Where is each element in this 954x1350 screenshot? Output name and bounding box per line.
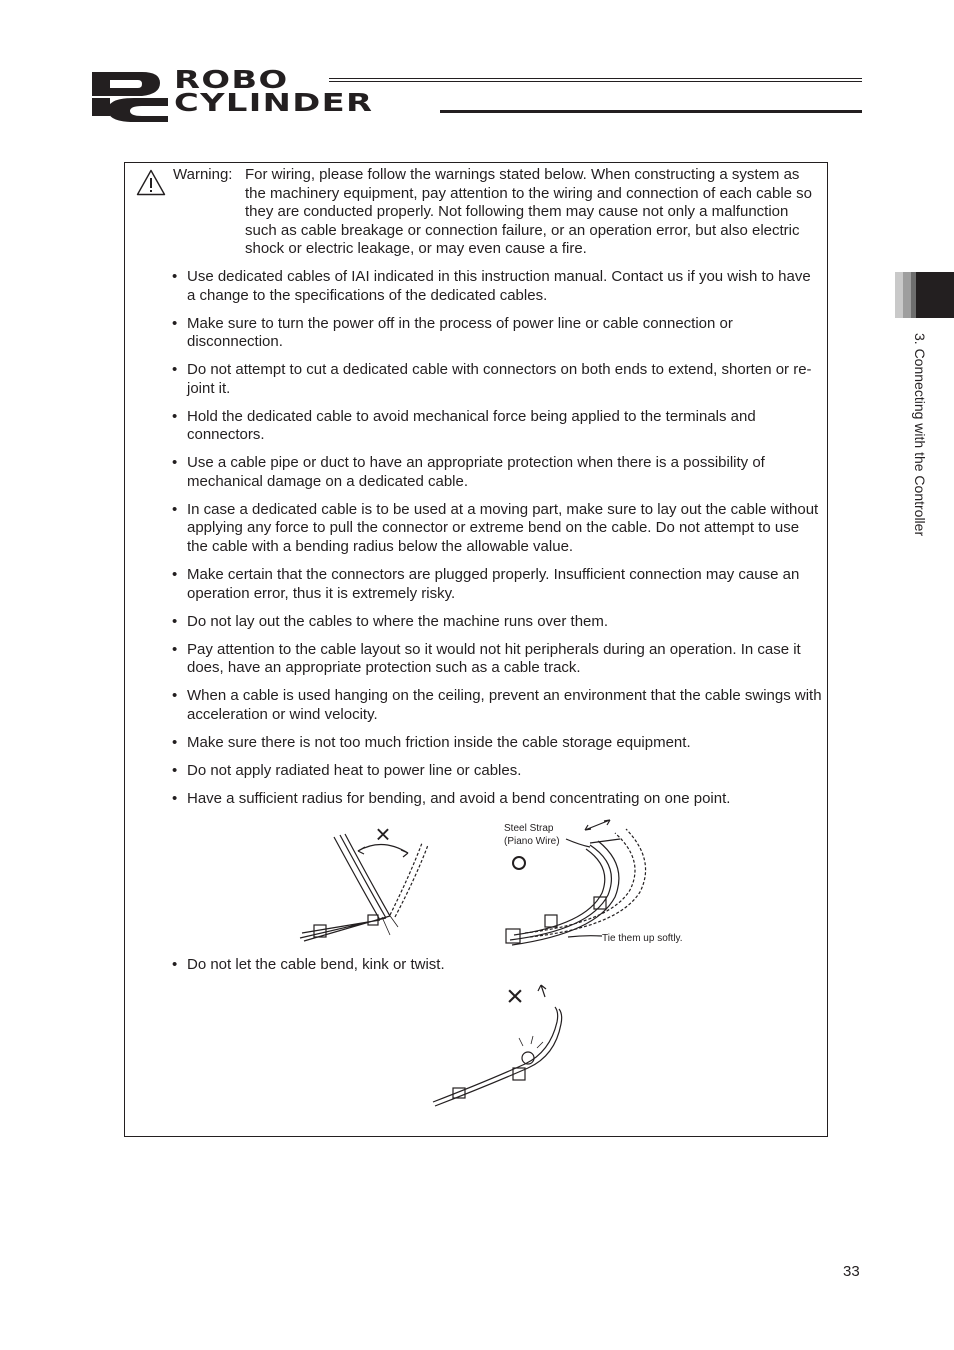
header-rule-top-second bbox=[329, 81, 862, 82]
warning-triangle-icon bbox=[136, 169, 166, 196]
chapter-tab bbox=[895, 272, 954, 318]
warning-label: Warning: bbox=[173, 166, 233, 183]
list-item: • Do not apply radiated heat to power line or cables. bbox=[172, 761, 522, 779]
list-item: • Pay attention to the cable layout so it would not hit peripherals during an operation. In case it does, have an appropriate protection such as a cable track. bbox=[172, 640, 801, 677]
bad-mark-1: × bbox=[375, 819, 391, 849]
steel-strap-label: Steel Strap bbox=[504, 823, 554, 834]
list-item: • Do not lay out the cables to where the machine runs over them. bbox=[172, 612, 609, 630]
list-item: • Hold the dedicated cable to avoid mechanical force being applied to the terminals and connectors. bbox=[172, 407, 756, 444]
sharp-bend-illustration bbox=[300, 834, 428, 941]
list-item: • When a cable is used hanging on the ceiling, prevent an environment that the cable swings with acceleration or wind velocity. bbox=[172, 687, 822, 723]
kink-figure bbox=[425, 982, 575, 1107]
logo-wordmark bbox=[174, 65, 374, 117]
list-item: • Use dedicated cables of IAI indicated in this instruction manual. Contact us if you wish to have a change to the specifications of the dedicated cables. bbox=[172, 268, 811, 304]
header-rule-bottom bbox=[440, 110, 862, 113]
list-item: • Use a cable pipe or duct to have an appropriate protection when there is a possibility of mechanical damage on a dedicated cable. bbox=[172, 454, 765, 490]
list-item: • Make sure there is not too much friction inside the cable storage equipment. bbox=[172, 733, 691, 751]
good-mark-icon bbox=[513, 857, 525, 869]
list-item: • Do not attempt to cut a dedicated cable with connectors on both ends to extend, shorten or re-joint it. bbox=[172, 361, 812, 397]
chapter-label: 3. Connecting with the Controller bbox=[912, 333, 928, 537]
tie-label: Tie them up softly. bbox=[602, 933, 683, 944]
list-item: • Make certain that the connectors are plugged properly. Insufficient connection may cause an operation error, thus it is extremely risky. bbox=[172, 566, 800, 602]
piano-wire-label: (Piano Wire) bbox=[504, 836, 560, 847]
page-number: 33 bbox=[843, 1263, 860, 1280]
list-item: • Have a sufficient radius for bending, and avoid a bend concentrating on one point. bbox=[172, 789, 731, 807]
list-item: • In case a dedicated cable is to be used at a moving part, make sure to lay out the cable without applying any force to pull the connector or extreme bend on the cable. Do not attempt to use the cable with a bending radius below the allowable value. bbox=[172, 500, 819, 556]
logo-line-robo: ROBO bbox=[174, 65, 289, 94]
list-item: • Do not let the cable bend, kink or twist. bbox=[172, 956, 445, 973]
logo-line-cylinder: CYLINDER bbox=[174, 88, 374, 117]
rc-logo-icon bbox=[90, 70, 170, 124]
warning-list bbox=[172, 268, 822, 818]
bad-mark-2: × bbox=[506, 982, 524, 1013]
warning-intro: For wiring, please follow the warnings stated below. When constructing a system as the machinery equipment, pay attention to the wiring and connection of each cable so they are conducted properly. Not following them may cause not only a malfunction such as cable breakage or connection failure, or an operation error, but also electric shock or electric leakage, or may even cause a fire. bbox=[245, 166, 813, 258]
list-item: • Make sure to turn the power off in the process of power line or cable connection or disconnection. bbox=[172, 314, 733, 351]
header-rule-top bbox=[329, 78, 862, 79]
bending-radius-figure bbox=[290, 815, 720, 950]
kink-cable-illustration bbox=[433, 985, 562, 1106]
